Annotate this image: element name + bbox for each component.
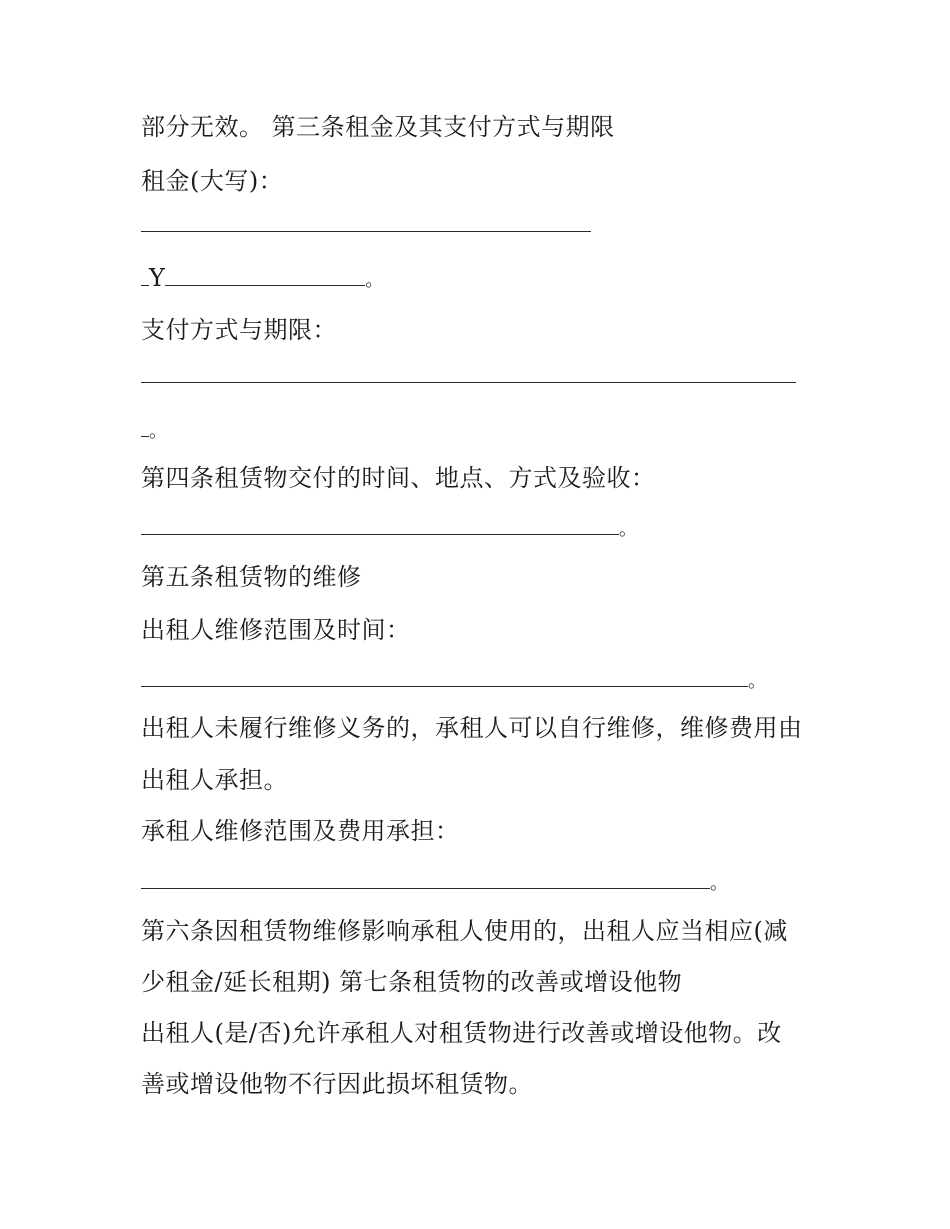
text-line-payment-method-label: 支付方式与期限： xyxy=(141,316,337,344)
rent-amount-yen-line xyxy=(141,263,384,296)
delivery-blank-line xyxy=(141,512,638,545)
text-line-improvement-permission: 出租人(是/否)允许承租人对租赁物进行改善或增设他物。改 xyxy=(141,1019,782,1047)
period: 。 xyxy=(748,671,767,692)
fill-in-underline xyxy=(141,414,149,437)
lessor-maintenance-blank xyxy=(141,664,748,687)
text-line-improvement-no-damage: 善或增设他物不行因此损坏租赁物。 xyxy=(141,1070,533,1098)
payment-method-blank-end xyxy=(141,414,168,447)
text-line-rent-amount-words-label: 租金(大写)： xyxy=(141,167,284,195)
fill-in-underline xyxy=(141,209,591,232)
text-line-lessee-maintenance-label: 承租人维修范围及费用承担： xyxy=(141,817,460,845)
rent-amount-words-blank xyxy=(141,209,591,239)
text-line-invalid-part-article3-title: 部分无效。 第三条租金及其支付方式与期限 xyxy=(141,113,615,141)
period: 。 xyxy=(365,270,384,291)
payment-method-blank xyxy=(141,360,796,390)
lessee-maintenance-blank xyxy=(141,866,710,889)
text-line-lessor-bears-cost: 出租人承担。 xyxy=(141,766,288,794)
lessor-maintenance-blank-line xyxy=(141,664,767,697)
text-line-lessor-maintenance-label: 出租人维修范围及时间： xyxy=(141,616,411,644)
text-line-article6-cont-article7-title: 少租金/延长租期) 第七条租赁物的改善或增设他物 xyxy=(141,968,683,996)
fill-in-underline xyxy=(141,263,149,286)
lessee-maintenance-blank-line xyxy=(141,866,729,899)
rent-amount-yen-blank xyxy=(165,263,365,286)
text-line-article4-delivery: 第四条租赁物交付的时间、地点、方式及验收： xyxy=(141,464,656,492)
delivery-blank xyxy=(141,512,619,535)
fill-in-underline xyxy=(141,360,796,383)
period: 。 xyxy=(149,421,168,442)
text-line-article5-maintenance: 第五条租赁物的维修 xyxy=(141,563,362,591)
period: 。 xyxy=(710,873,729,894)
yen-sign: Y xyxy=(149,264,166,292)
text-line-article6: 第六条因租赁物维修影响承租人使用的，出租人应当相应(减 xyxy=(141,917,788,945)
text-line-lessor-failure-clause: 出租人未履行维修义务的，承租人可以自行维修，维修费用由 xyxy=(141,714,803,742)
period: 。 xyxy=(619,519,638,540)
